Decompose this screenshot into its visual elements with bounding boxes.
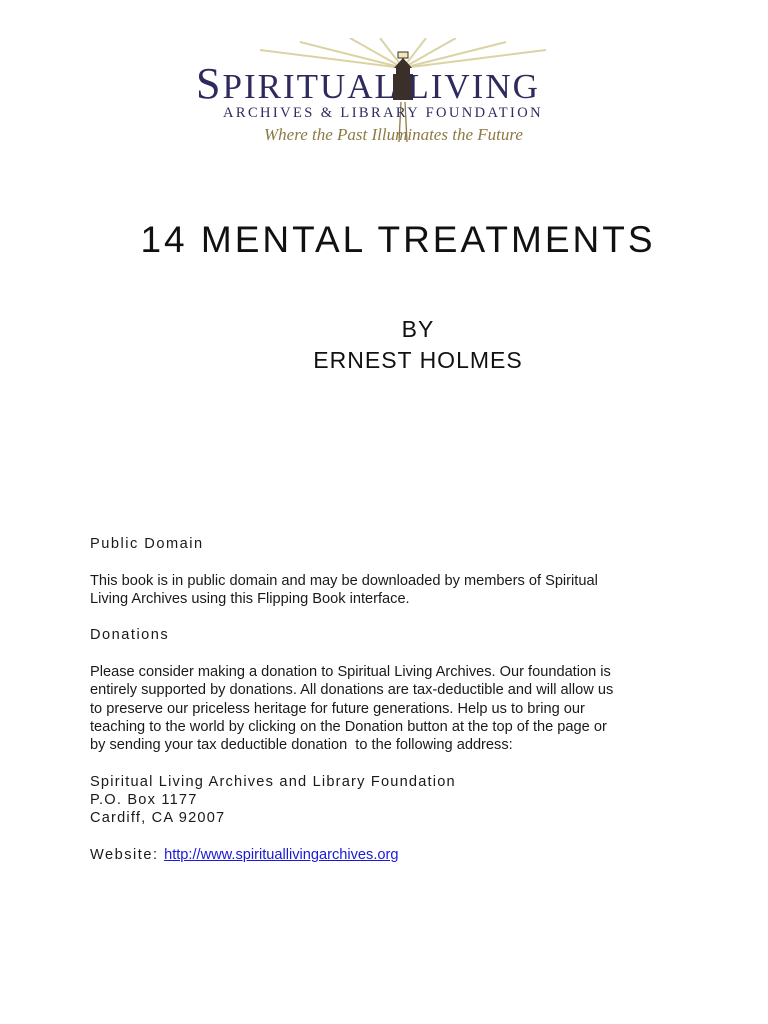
logo-title-rest: PIRITUAL LIVING xyxy=(222,67,540,106)
website-link[interactable]: http://www.spirituallivingarchives.org xyxy=(164,847,399,864)
paragraph-line: This book is in public domain and may be downloaded by members of Spiritual xyxy=(90,572,598,589)
body-text xyxy=(90,535,730,883)
byline-by: BY xyxy=(401,316,435,342)
website-line xyxy=(90,846,730,864)
donations-heading: Donations xyxy=(90,627,170,644)
address-line: Cardiff, CA 92007 xyxy=(90,810,226,827)
public-domain-paragraph xyxy=(90,572,730,609)
paragraph-line: Living Archives using this Flipping Book interface. xyxy=(90,590,410,607)
logo-title-initial: S xyxy=(196,59,223,108)
paragraph-line: Please consider making a donation to Spiritual Living Archives. Our foundation is xyxy=(90,664,611,681)
address-line: P.O. Box 1177 xyxy=(90,792,198,809)
paragraph-line: teaching to the world by clicking on the Donation button at the top of the page or xyxy=(90,718,607,735)
address-line: Spiritual Living Archives and Library Foundation xyxy=(90,773,456,790)
paragraph-line: by sending your tax deductible donation to the following address: xyxy=(90,737,513,754)
author-name: ERNEST HOLMES xyxy=(313,347,523,373)
website-label: Website: xyxy=(90,847,165,864)
foundation-logo xyxy=(190,38,600,150)
logo-subtitle: ARCHIVES & LIBRARY FOUNDATION xyxy=(223,105,544,121)
public-domain-heading: Public Domain xyxy=(90,536,204,552)
donations-paragraph xyxy=(90,663,730,754)
mailing-address xyxy=(90,773,730,828)
logo-title xyxy=(196,59,596,108)
paragraph-line: to preserve our priceless heritage for future generations. Help us to bring our xyxy=(90,700,585,717)
paragraph-line: entirely supported by donations. All donations are tax-deductible and will allow us xyxy=(90,682,614,699)
byline xyxy=(0,314,768,376)
logo-tagline: Where the Past Illuminates the Future xyxy=(264,125,523,144)
document-title: 14 MENTAL TREATMENTS xyxy=(140,219,656,260)
